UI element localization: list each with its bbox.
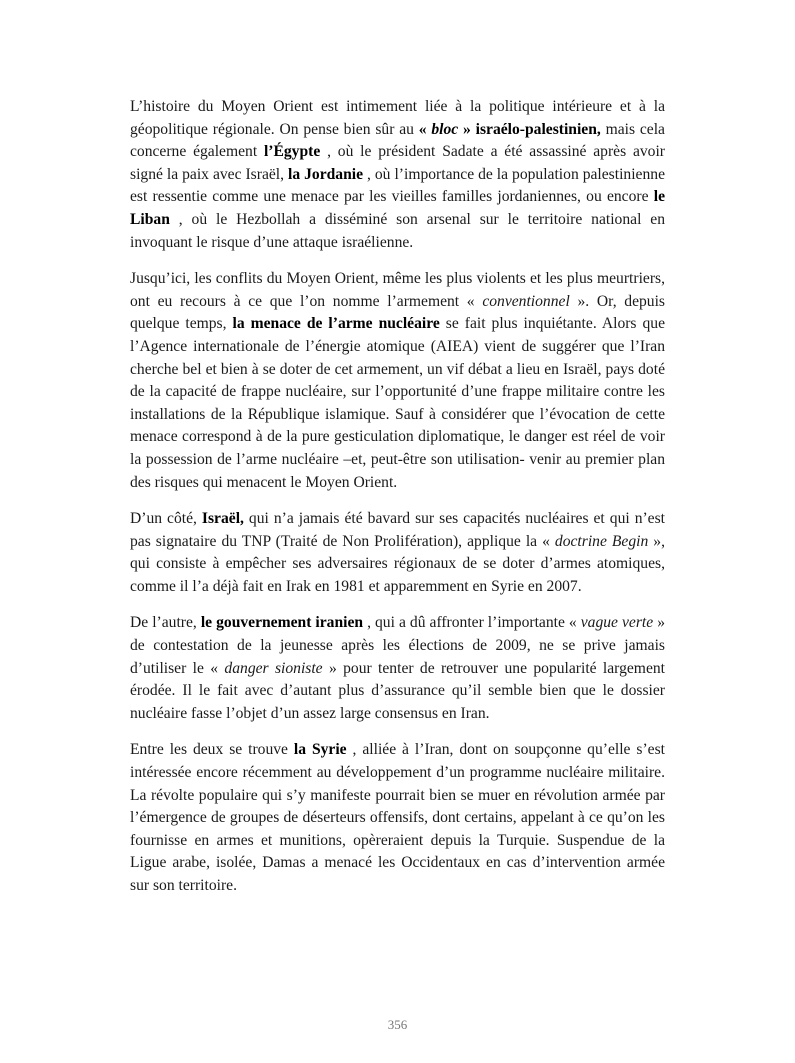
paragraph-2: Jusqu’ici, les conflits du Moyen Orient, même les plus violents et les plus meurtriers, ont eu recours à ce que l’on nomme l’armement « conventionnel ». Or, depuis quelque temps, la menace de l’arme nucléaire se fait plus inquiétante. Alors que l’Agence internationale de l’énergie atomique (AIEA) vient de suggérer que l’Iran cherche bel et bien à se doter de cet armement, un vif débat a lieu en Israël, pays doté de la capacité de frappe nucléaire, sur l’opportunité d’une frappe militaire contre les installations de la République islamique. Sauf à considérer que l’évocation de cette menace correspond à de la pure gesticulation diplomatique, le danger est réel de voir la possession de l’arme nucléaire –et, peut-être son utilisation- venir au premier plan des risques qui menacent le Moyen Orient. xyxy=(130,270,666,491)
iran-government-emphasis: le gouvernement iranien xyxy=(200,614,364,632)
lebanon-emphasis: le Liban xyxy=(130,188,665,228)
paragraph-4: De l’autre, le gouvernement iranien , qui a dû affronter l’importante « vague verte » de contestation de la jeunesse après les élections de 2009, ne se prive jamais d’utiliser le « danger sioniste » pour tenter de retrouver une popularité largement érodée. Il le fait avec d’autant plus d’assurance qu’il semble bien que le dossier nucléaire fasse l’objet d’un assez large consensus en Iran. xyxy=(130,614,665,722)
syria-emphasis: la Syrie xyxy=(293,741,347,759)
egypt-emphasis: l’Égypte xyxy=(263,143,321,161)
doctrine-begin-italic: doctrine Begin xyxy=(554,532,649,550)
paragraph-1: L’histoire du Moyen Orient est intimement liée à la politique intérieure et à la géopolitique régionale. On pense bien sûr au « bloc » israélo-palestinien, mais cela concerne également l’Égypte , où le président Sadate a été assassiné après avoir signé la paix avec Israël, la Jordanie , où l’importance de la population palestinienne est ressentie comme une menace par les vieilles familles jordaniennes, ou encore le Liban , où le Hezbollah a disséminé son arsenal sur le territoire national en invoquant le risque d’une attaque israélienne. xyxy=(130,98,665,251)
israel-emphasis: Israël, xyxy=(201,510,244,528)
jordan-emphasis: la Jordanie xyxy=(288,165,364,183)
bloc-emphasis: « bloc » israélo-palestinien, xyxy=(418,120,601,138)
nuclear-threat-emphasis: la menace de l’arme nucléaire xyxy=(232,315,440,333)
paragraph-3: D’un côté, Israël, qui n’a jamais été bavard sur ses capacités nucléaires et qui n’est pas signataire du TNP (Traité de Non Prolifération), applique la « doctrine Begin », qui consiste à empêcher ses adversaires régionaux de se doter d’armes atomiques, comme il l’a déjà fait en Irak en 1981 et apparemment en Syrie en 2007. xyxy=(130,510,666,595)
vague-verte-italic: vague verte xyxy=(580,614,654,632)
conventionnel-italic: conventionnel xyxy=(482,292,570,310)
paragraph-5: Entre les deux se trouve la Syrie , alliée à l’Iran, dont on soupçonne qu’elle s’est intéressée encore récemment au développement d’un programme nucléaire militaire. La révolte populaire qui s’y manifeste pourrait bien se muer en révolution armée par l’émergence de groupes de déserteurs offensifs, dont certains, appelant à ce qu’on les fournisse en armes et munitions, opèreraient depuis la Turquie. Suspendue de la Ligue arabe, isolée, Damas a menacé les Occidentaux en cas d’intervention armée sur son territoire. xyxy=(130,741,665,894)
body-text xyxy=(130,96,665,912)
page-number: 356 xyxy=(387,1017,408,1032)
danger-sioniste-italic: danger sioniste xyxy=(224,659,323,677)
